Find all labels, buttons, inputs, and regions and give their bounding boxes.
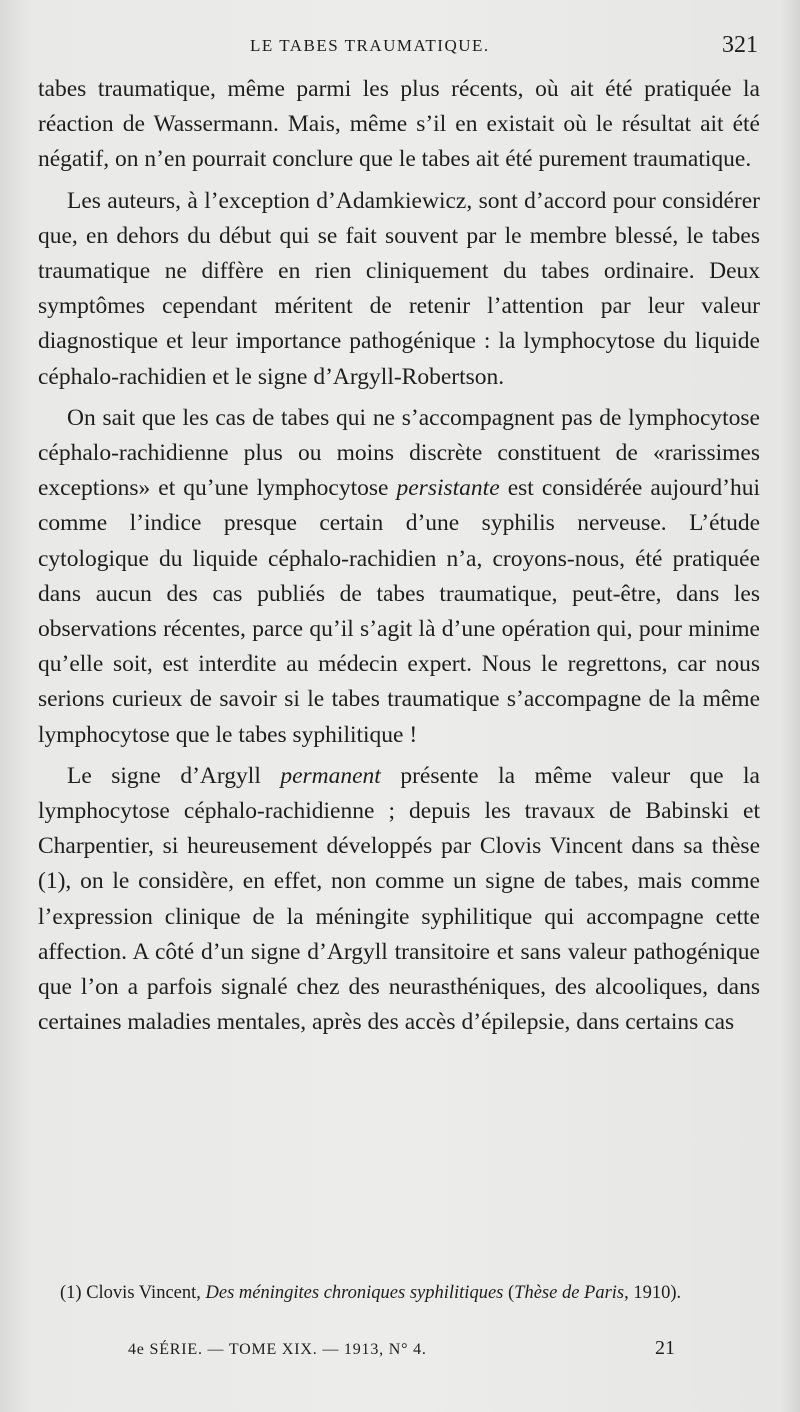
page-number: 321 [722,32,758,58]
page-footer [0,1337,800,1367]
paragraph [38,184,760,395]
journal-series-line: 4e SÉRIE. — TOME XIX. — 1913, N° 4. [128,1341,427,1358]
text-run: présente la même valeur que la lymphocytose céphalo-rachidienne ; depuis les travaux de Babinski et Charpentier, si heureusement développés par Clovis Vincent dans sa thèse (1), on le considère, en effet, non comme un signe de tabes, mais comme l’expression clinique de la méningite syphilitique qui accompagne cette affection. A côté d’un signe d’Argyll transitoire et sans valeur pathogénique que l’on a parfois signalé chez des neurasthéniques, des alcooliques, dans certaines maladies mentales, après des accès d’épilepsie, dans certains cas [38,762,760,1036]
text-run: Le signe d’Argyll [67,762,281,789]
paragraph [38,72,760,178]
running-title: LE TABES TRAUMATIQUE. [250,36,490,55]
text-run: est considérée aujourd’hui comme l’indice presque certain d’une syphilis nerveuse. L’étude cytologique du liquide céphalo-rachidien n’a, croyons-nous, été pratiquée dans aucun des cas publiés de tabes traumatique, peut-être, dans les observations récentes, parce qu’il s’agit là d’une opération qui, pour minime qu’elle soit, est interdite au médecin expert. Nous le regrettons, car nous serions curieux de savoir si le tabes traumatique s’accompagne de la même lymphocytose que le tabes syphilitique ! [38,475,760,748]
text-run: Les auteurs, à l’exception d’Adamkiewicz, sont d’accord pour considérer que, en dehors du début qui se fait souvent par le membre blessé, le tabes traumatique ne diffère en rien cliniquement du tabes ordinaire. Deux symptômes cependant méritent de retenir l’attention par leur valeur diagnostique et leur importance pathogénique : la lymphocytose du liquide céphalo-rachidien et le signe d’Argyll-Robertson. [38,187,760,390]
paragraph [38,401,760,753]
paragraph [38,759,760,1041]
text-run: (1) Clovis Vincent, [60,1283,206,1303]
italic-text: persistante [396,475,500,502]
body-text [38,72,760,1040]
italic-text: Des méningites chroniques syphilitiques [205,1283,504,1303]
italic-text: permanent [280,762,381,789]
text-run: , 1910). [624,1283,682,1303]
italic-text: Thèse de Paris [514,1283,625,1303]
footnote [44,1280,760,1307]
text-run: ( [503,1283,515,1303]
running-head [0,32,800,62]
signature-mark: 21 [655,1337,675,1359]
text-run: On sait que les cas de tabes qui ne s’accompagnent pas de lymphocytose céphalo-rachidienne plus ou moins discrète constituent de «rarissimes exceptions» et qu’une lymphocytose [38,404,760,502]
text-run: tabes traumatique, même parmi les plus récents, où ait été pratiquée la réaction de Wassermann. Mais, même s’il en existait où le résultat ait été négatif, on n’en pourrait conclure que le tabes ait été purement traumatique. [38,76,760,173]
